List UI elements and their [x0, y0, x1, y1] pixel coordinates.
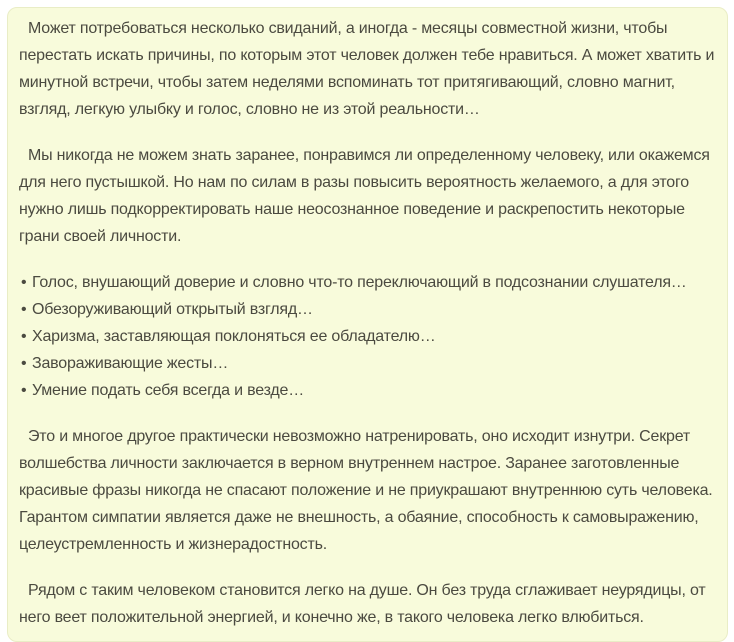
bullet-icon: •: [21, 301, 27, 318]
paragraph-inner-secret: Это и многое другое практически невозможно натренировать, оно исходит изнутри. Секрет волшебства личности заключается в верном внутреннем настрое. Заранее заготовленные красивые фразы никогда не спасают положение и не приукрашают внутреннюю суть человека. Гарантом симпатии является даже не внешность, а обаяние, способность к самовыражению, целеустремленность и жизнерадостность.: [19, 428, 713, 553]
article-card: [7, 7, 728, 642]
list-item: [19, 323, 716, 350]
bullet-icon: •: [21, 382, 27, 399]
list-item: [19, 377, 716, 404]
bullet-icon: •: [21, 328, 27, 345]
list-item-text: Харизма, заставляющая поклоняться ее обладателю…: [32, 328, 436, 345]
list-item-text: Обезоруживающий открытый взгляд…: [32, 301, 313, 318]
bullet-icon: •: [21, 355, 27, 372]
traits-bullet-list: [19, 269, 716, 404]
list-item: [19, 269, 716, 296]
list-item: [19, 350, 716, 377]
list-item: [19, 296, 716, 323]
list-item-text: Умение подать себя всегда и везде…: [32, 382, 304, 399]
paragraph-probability: Мы никогда не можем знать заранее, понравимся ли определенному человеку, или окажемся для него пустышкой. Но нам по силам в разы повысить вероятность желаемого, а для этого нужно лишь подкорректировать наше неосознанное поведение и раскрепостить некоторые грани своей личности.: [19, 147, 710, 245]
paragraph-intro: Может потребоваться несколько свиданий, а иногда - месяцы совместной жизни, чтобы перестать искать причины, по которым этот человек должен тебе нравиться. А может хватить и минутной встречи, чтобы затем неделями вспоминать тот притягивающий, словно магнит, взгляд, легкую улыбку и голос, словно не из этой реальности…: [19, 20, 715, 118]
bullet-icon: •: [21, 274, 27, 291]
list-item-text: Завораживающие жесты…: [32, 355, 229, 372]
paragraph-conclusion: Рядом с таким человеком становится легко на душе. Он без труда сглаживает неурядицы, от него веет положительной энергией, и конечно же, в такого человека легко влюбиться.: [19, 582, 706, 626]
list-item-text: Голос, внушающий доверие и словно что-то переключающий в подсознании слушателя…: [32, 274, 687, 291]
